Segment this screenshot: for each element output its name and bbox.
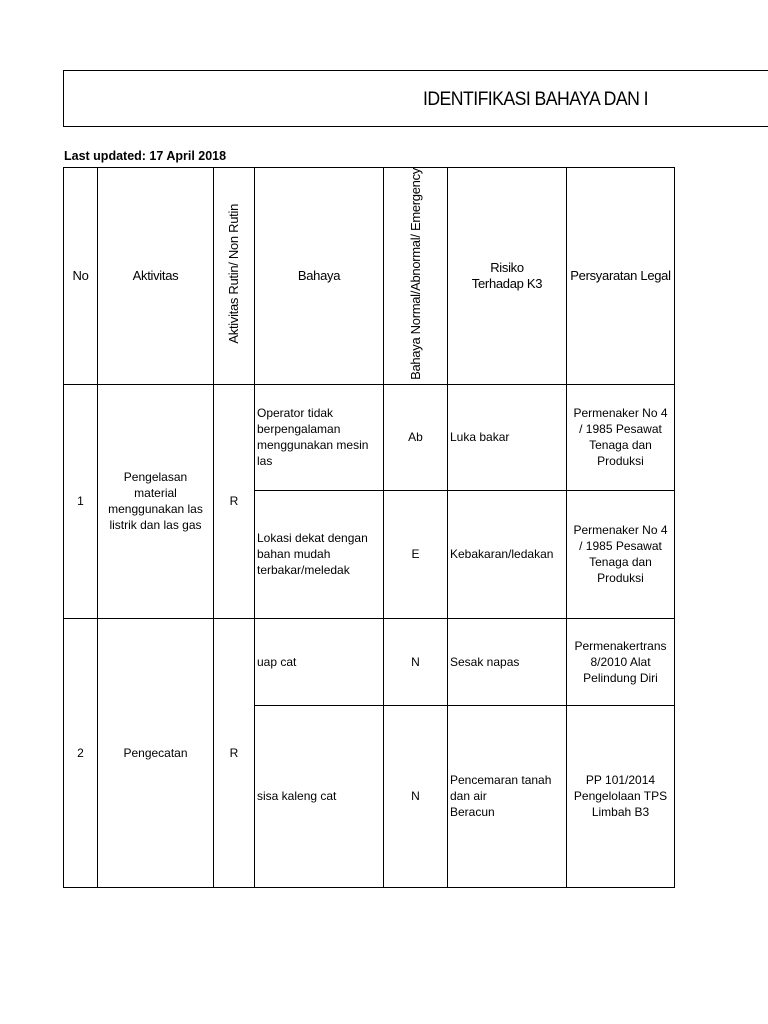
table-row [64,618,675,705]
cell-legal: Permenakertrans 8/2010 Alat Pelindung Diri [567,618,675,705]
cell-legal: Permenaker No 4 / 1985 Pesawat Tenaga dan Produksi [567,490,675,618]
table-row [64,384,675,490]
cell-kondisi: N [384,618,448,705]
document-title: IDENTIFIKASI BAHAYA DAN I [423,89,648,110]
cell-no: 1 [64,384,98,618]
cell-aktivitas: Pengecatan [98,618,214,887]
cell-risiko: Kebakaran/ledakan [448,490,567,618]
header-rutin: Aktivitas Rutin/ Non Rutin [226,204,241,344]
cell-kondisi: E [384,490,448,618]
cell-rutin: R [214,618,255,887]
cell-legal: Permenaker No 4 / 1985 Pesawat Tenaga dan Produksi [567,384,675,490]
cell-risiko: Sesak napas [448,618,567,705]
header-kondisi-cell [384,168,448,385]
cell-legal: PP 101/2014 Pengelolaan TPS Limbah B3 [567,705,675,887]
cell-bahaya: Operator tidak berpengalaman menggunakan mesin las [255,384,384,490]
cell-aktivitas: Pengelasan material menggunakan las listrik dan las gas [98,384,214,618]
header-aktivitas: Aktivitas [98,168,214,385]
header-row [64,168,675,385]
cell-rutin: R [214,384,255,618]
cell-risiko: Pencemaran tanah dan air Beracun [448,705,567,887]
title-box [63,70,768,127]
header-legal: Persyaratan Legal [567,168,675,385]
cell-bahaya: Lokasi dekat dengan bahan mudah terbakar/meledak [255,490,384,618]
header-bahaya: Bahaya [255,168,384,385]
header-no: No [64,168,98,385]
header-kondisi: Bahaya Normal/Abnormal/ Emergency [407,168,423,380]
last-updated-label: Last updated: 17 April 2018 [64,149,227,163]
cell-risiko: Luka bakar [448,384,567,490]
hazard-identification-table [63,167,675,888]
cell-bahaya: sisa kaleng cat [255,705,384,887]
header-risiko: Risiko Terhadap K3 [448,168,567,385]
cell-kondisi: N [384,705,448,887]
cell-kondisi: Ab [384,384,448,490]
header-rutin-cell [214,168,255,385]
cell-no: 2 [64,618,98,887]
cell-bahaya: uap cat [255,618,384,705]
